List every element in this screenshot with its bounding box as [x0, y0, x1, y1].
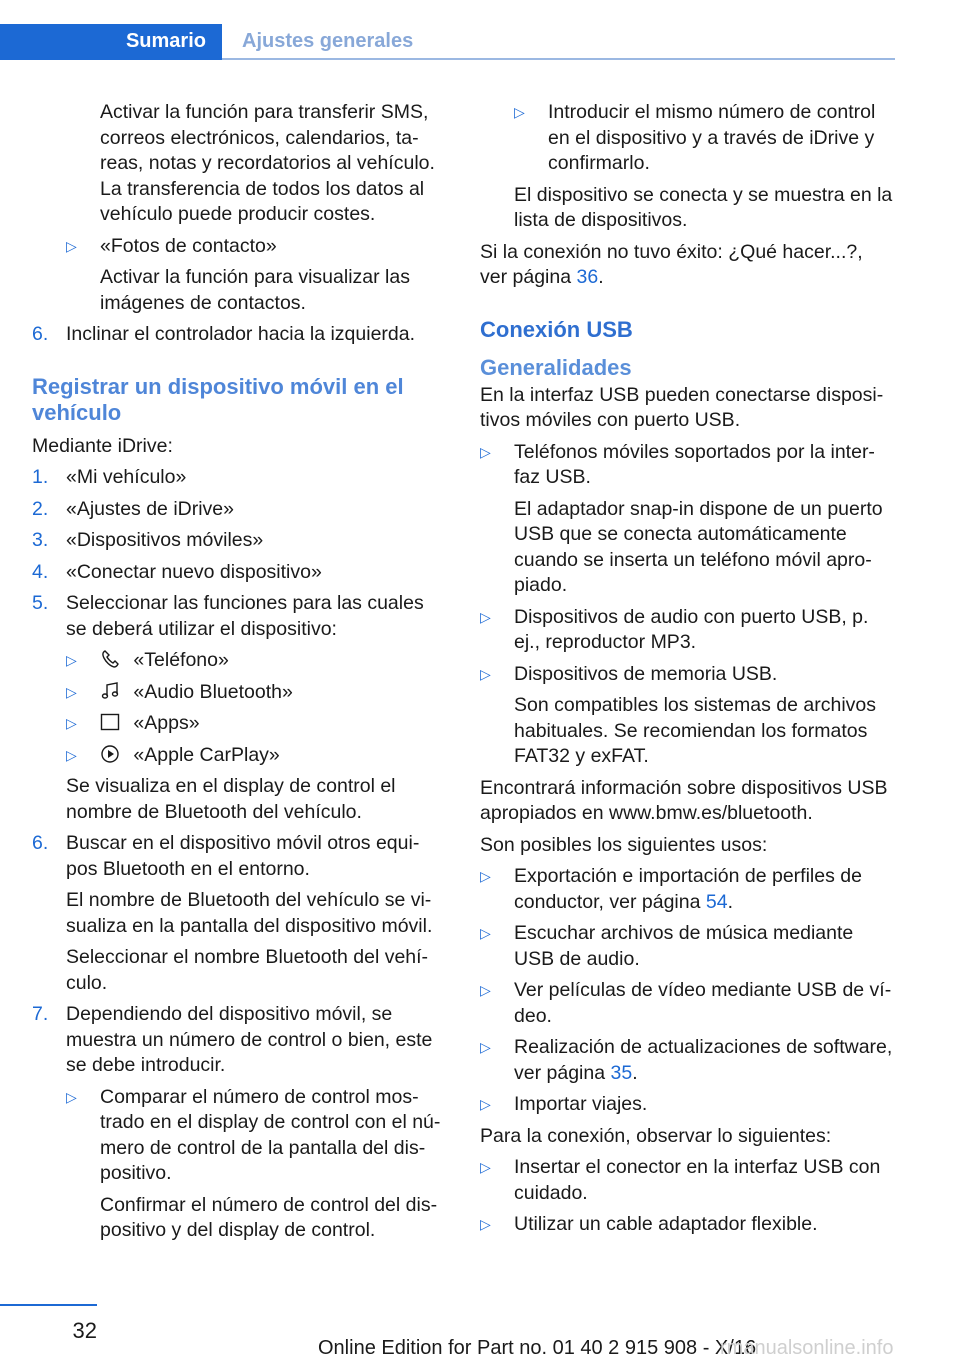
step-number: 1.	[32, 466, 49, 488]
tab-ajustes-generales[interactable]: Ajustes generales	[242, 30, 414, 53]
music-note-icon	[100, 681, 120, 701]
step-text: Inclinar el controlador hacia la izquierda.	[66, 323, 416, 345]
list-item-text: Introducir el mismo número de control en el dispositivo y a través de iDrive y confirmarlo.	[548, 101, 876, 174]
bullet-marker: ▷	[66, 746, 77, 763]
step-text: Buscar en el dispositivo móvil otros equi‐ pos Bluetooth en el entorno.	[66, 832, 420, 880]
paragraph: Para la conexión, observar lo siguientes:	[480, 1124, 832, 1147]
step-number: 6.	[32, 832, 49, 854]
page-link[interactable]: 54	[705, 890, 728, 913]
list-item-text: Teléfonos móviles soportados por la inter‐ faz USB.	[514, 440, 875, 488]
paragraph: Activar la función para transferir SMS, correos electrónicos, calendarios, ta‐ reas, notas y recordatorios al vehículo. La transferencia de todos los datos al vehículo puede producir costes.	[100, 101, 435, 225]
page-link[interactable]: 35	[610, 1061, 633, 1084]
list-item-text: Dispositivos de audio con puerto USB, p. ej., reproductor MP3.	[514, 605, 869, 653]
step-text: «Dispositivos móviles»	[66, 529, 264, 551]
step-text: «Mi vehículo»	[66, 466, 187, 488]
list-item	[480, 921, 895, 972]
list-item	[480, 605, 895, 656]
paragraph: Confirmar el número de control del dis‐ positivo y del display de control.	[100, 1193, 438, 1241]
step-item	[32, 1002, 447, 1079]
page-link[interactable]: 36	[576, 266, 599, 288]
step-item	[32, 831, 447, 882]
paragraph: En la interfaz USB pueden conectarse disposi‐ tivos móviles con puerto USB.	[480, 383, 884, 431]
bullet-marker: ▷	[66, 652, 77, 668]
step-item	[32, 322, 447, 348]
text: .	[727, 890, 734, 913]
bullet-marker: ▷	[66, 683, 77, 700]
list-item	[480, 1035, 895, 1086]
step-number: 5.	[32, 592, 49, 614]
list-item-text: Realización de actualizaciones de software, ver página	[514, 1036, 893, 1084]
step-text: Seleccionar las funciones para las cuales se deberá utilizar el dispositivo:	[66, 592, 424, 640]
right-column	[480, 100, 895, 1244]
paragraph: El nombre de Bluetooth del vehículo se vi‐ sualiza en la pantalla del dispositivo móvil.	[66, 889, 433, 937]
step-item	[32, 591, 447, 642]
left-column	[32, 100, 447, 1250]
step-text: «Ajustes de iDrive»	[66, 497, 234, 520]
bullet-marker: ▷	[480, 1039, 491, 1055]
paragraph: Encontrará información sobre dispositivos USB apropiados en www.bmw.es/bluetooth.	[480, 776, 888, 824]
text: .	[598, 266, 604, 288]
header-bar	[0, 24, 895, 62]
phone-icon	[100, 649, 120, 669]
list-item-text: «Fotos de contacto»	[100, 234, 277, 257]
section-heading: Registrar un dispositivo móvil en el vehículo	[32, 373, 404, 425]
list-item	[480, 1212, 895, 1238]
list-item-text: Escuchar archivos de música mediante USB de audio.	[514, 922, 854, 970]
list-item-text: Ver películas de vídeo mediante USB de ví‐ deo.	[514, 979, 892, 1027]
function-item	[66, 711, 447, 737]
list-item	[480, 662, 895, 688]
function-item	[66, 648, 447, 674]
bullet-marker: ▷	[480, 868, 491, 884]
bullet-marker: ▷	[480, 665, 491, 682]
text: Si la conexión no tuvo éxito: ¿Qué hacer...?, ver página	[480, 240, 863, 288]
paragraph: Activar la función para visualizar las imágenes de contactos.	[100, 266, 410, 314]
step-number: 7.	[32, 1003, 49, 1025]
bullet-marker: ▷	[480, 1216, 491, 1232]
list-item	[480, 978, 895, 1029]
section-heading: Conexión USB	[480, 316, 633, 342]
bullet-marker: ▷	[66, 715, 77, 731]
bullet-marker: ▷	[514, 104, 525, 120]
step-number: 3.	[32, 529, 49, 551]
step-item	[32, 560, 447, 586]
list-item	[66, 1085, 447, 1187]
list-item	[514, 100, 895, 177]
list-item-text: Utilizar un cable adaptador flexible.	[514, 1213, 818, 1235]
bullet-marker: ▷	[480, 1096, 491, 1112]
page-number: 32	[72, 1318, 97, 1343]
function-item	[66, 680, 447, 706]
function-label: «Apps»	[133, 712, 200, 734]
list-item-text: Exportación e importación de perfiles de conductor, ver página	[514, 865, 862, 913]
tab-sumario[interactable]: Sumario	[0, 24, 222, 60]
paragraph: El dispositivo se conecta y se muestra en la lista de dispositivos.	[514, 183, 893, 231]
step-number: 4.	[32, 560, 49, 583]
subsection-heading: Generalidades	[480, 354, 632, 380]
function-label: «Apple CarPlay»	[133, 743, 280, 766]
list-item	[480, 1155, 895, 1206]
paragraph: El adaptador snap-in dispone de un puerto USB que se conecta automáticamente cuando se inserta un teléfono móvil apro‐ piado.	[514, 497, 883, 596]
list-item	[480, 1092, 895, 1118]
paragraph: Son compatibles los sistemas de archivos habituales. Se recomiendan los formatos FAT32 y exFAT.	[514, 694, 876, 767]
list-item	[480, 864, 895, 915]
paragraph: Seleccionar el nombre Bluetooth del vehí‐ culo.	[66, 946, 429, 994]
apps-icon	[100, 712, 120, 732]
paragraph: Se visualiza en el display de control el nombre de Bluetooth del vehículo.	[66, 775, 396, 823]
header-rule	[222, 58, 895, 60]
list-item-text: Comparar el número de control mos‐ trado en el display de control con el nú‐ mero de control de la pantalla del dis‐ positivo.	[100, 1085, 441, 1184]
watermark: rmanualsonline.info	[720, 1337, 894, 1359]
paragraph	[480, 240, 895, 291]
bullet-marker: ▷	[480, 1159, 491, 1175]
list-item	[480, 440, 895, 491]
list-item-text: Insertar el conector en la interfaz USB con cuidado.	[514, 1156, 881, 1204]
step-number: 2.	[32, 497, 49, 520]
list-item-text: Dispositivos de memoria USB.	[514, 662, 778, 685]
step-text: Dependiendo del dispositivo móvil, se muestra un número de control o bien, este se debe introducir.	[66, 1003, 433, 1076]
step-item	[32, 465, 447, 491]
list-item	[66, 234, 447, 260]
step-text: «Conectar nuevo dispositivo»	[66, 560, 322, 583]
carplay-icon	[100, 744, 120, 764]
bullet-marker: ▷	[66, 1088, 77, 1105]
bullet-marker: ▷	[66, 237, 77, 254]
function-label: «Teléfono»	[133, 649, 229, 671]
function-label: «Audio Bluetooth»	[133, 680, 293, 703]
function-item	[66, 743, 447, 769]
bullet-marker: ▷	[480, 982, 491, 998]
step-number: 6.	[32, 323, 49, 345]
bullet-marker: ▷	[480, 608, 491, 625]
paragraph: Mediante iDrive:	[32, 434, 173, 457]
bullet-marker: ▷	[480, 925, 491, 941]
text: .	[632, 1061, 638, 1084]
paragraph: Son posibles los siguientes usos:	[480, 833, 768, 856]
edition-text: Online Edition for Part no. 01 40 2 915 908 - X/16	[318, 1337, 757, 1359]
list-item-text: Importar viajes.	[514, 1093, 648, 1115]
footer-rule	[0, 1304, 97, 1306]
bullet-marker: ▷	[480, 443, 491, 460]
step-item	[32, 497, 447, 523]
step-item	[32, 528, 447, 554]
